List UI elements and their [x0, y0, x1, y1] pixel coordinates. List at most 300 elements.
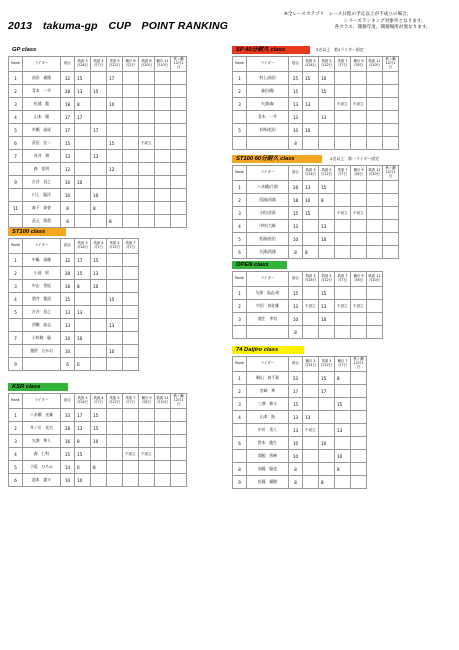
column-header: 筑波 7月7日	[335, 272, 351, 287]
race-points-cell	[303, 300, 319, 313]
table-row	[9, 150, 187, 163]
race-points-cell	[171, 461, 187, 474]
race-points-cell	[171, 137, 187, 150]
race-points-cell	[171, 176, 187, 189]
column-header: 総合	[289, 166, 303, 181]
race-points-cell	[303, 450, 319, 463]
table-row	[233, 385, 367, 398]
race-points-cell	[155, 461, 171, 474]
rider-name-cell: 加藤 聡也	[247, 463, 289, 476]
race-points-cell	[351, 246, 367, 259]
race-points-cell	[155, 202, 171, 215]
rank-cell: 5	[9, 124, 23, 137]
race-points-cell	[335, 411, 351, 424]
race-points-cell	[123, 215, 139, 228]
total-points-cell: 13	[289, 300, 303, 313]
race-points-cell	[107, 85, 123, 98]
race-points-cell	[303, 85, 319, 98]
column-header: Rank	[233, 166, 247, 181]
rank-cell: 7	[9, 332, 23, 345]
table-row	[9, 72, 187, 85]
race-points-cell	[335, 313, 351, 326]
race-points-cell: 15	[319, 181, 335, 194]
table-row	[233, 437, 367, 450]
table-row	[233, 181, 399, 194]
table-row	[233, 463, 367, 476]
total-points-cell: 10	[289, 437, 303, 450]
rider-name-cell: 八木橋 光雄	[23, 409, 61, 422]
total-points-cell: 28	[61, 267, 75, 280]
race-points-cell	[351, 424, 367, 437]
total-points-cell: 13	[289, 220, 303, 233]
table-row	[233, 398, 367, 411]
rank-cell: 2	[9, 422, 23, 435]
total-points-cell: 13	[61, 306, 75, 319]
rider-name-cell	[247, 137, 289, 150]
race-points-cell	[139, 435, 155, 448]
not-held-note: 不成立	[353, 304, 364, 308]
race-points-cell	[351, 137, 367, 150]
table-row	[233, 137, 399, 150]
column-header: 桶川 3月31日	[303, 357, 319, 372]
race-points-cell	[75, 150, 91, 163]
table-row	[233, 424, 367, 437]
race-points-cell	[107, 332, 123, 345]
race-points-cell: 17	[319, 385, 335, 398]
race-points-cell	[155, 150, 171, 163]
table-row	[9, 293, 139, 306]
race-points-cell	[303, 313, 319, 326]
rider-name-cell: 前田 義隆	[23, 72, 61, 85]
race-points-cell	[319, 326, 335, 339]
race-points-cell	[171, 215, 187, 228]
race-points-cell	[155, 163, 171, 176]
race-points-cell	[335, 476, 351, 489]
race-points-cell	[351, 300, 367, 313]
race-points-cell	[351, 207, 367, 220]
rank-cell: 2	[233, 194, 247, 207]
not-held-note: 不成立	[353, 211, 364, 215]
race-points-cell	[139, 150, 155, 163]
table-row	[9, 189, 187, 202]
table-row	[9, 267, 139, 280]
race-points-cell	[155, 98, 171, 111]
table-row	[233, 476, 367, 489]
race-points-cell	[107, 461, 123, 474]
page-title: 2013 takuma-gp CUP POINT RANKING	[8, 20, 229, 32]
column-header: 秋ヶ瀬 12月1日	[383, 166, 399, 181]
race-points-cell	[107, 111, 123, 124]
race-points-cell	[303, 137, 319, 150]
rank-cell: 6	[233, 437, 247, 450]
race-points-cell	[155, 124, 171, 137]
table-row	[233, 372, 367, 385]
race-points-cell: 13	[75, 422, 91, 435]
race-points-cell: 13	[75, 85, 91, 98]
race-points-cell	[123, 409, 139, 422]
column-header: Rank	[233, 357, 247, 372]
race-points-cell	[155, 409, 171, 422]
race-points-cell: 15	[75, 267, 91, 280]
table-row	[9, 422, 187, 435]
rider-name-cell: 矢澤 隼人	[23, 435, 61, 448]
race-points-cell	[155, 189, 171, 202]
rank-cell: 1	[233, 181, 247, 194]
table-row	[9, 319, 139, 332]
column-header: ライダー	[23, 57, 61, 72]
race-points-cell	[367, 194, 383, 207]
race-points-cell	[139, 202, 155, 215]
race-points-cell: 15	[91, 254, 107, 267]
race-points-cell	[335, 85, 351, 98]
race-points-cell: 17	[75, 254, 91, 267]
table-header-row	[233, 166, 399, 181]
rider-name-cell: 武田 宏二	[23, 137, 61, 150]
column-header: 総合	[289, 357, 303, 372]
race-points-cell	[319, 137, 335, 150]
race-points-cell	[123, 85, 139, 98]
total-points-cell: 10	[61, 189, 75, 202]
rider-name-cell: 三澤 伸斗	[247, 398, 289, 411]
race-points-cell: 8	[303, 246, 319, 259]
column-header: 筑波 5月12日	[319, 166, 335, 181]
race-points-cell	[335, 385, 351, 398]
race-points-cell	[383, 137, 399, 150]
race-points-cell	[107, 409, 123, 422]
rank-cell: 2	[9, 267, 23, 280]
race-points-cell	[107, 254, 123, 267]
race-points-cell	[107, 280, 123, 293]
race-points-cell	[383, 72, 399, 85]
rider-name-cell: 川上 聡洋	[23, 189, 61, 202]
table-header-row	[9, 394, 187, 409]
column-header: 総合	[61, 239, 75, 254]
race-points-cell	[383, 194, 399, 207]
class-label-ksr: KSR class	[8, 383, 68, 391]
rider-name-cell: 松浦/松田	[247, 233, 289, 246]
race-points-cell	[351, 98, 367, 111]
race-points-cell	[171, 189, 187, 202]
total-points-cell: 25	[289, 72, 303, 85]
table-row	[233, 85, 399, 98]
rider-name-cell: 古谷 昌之	[23, 306, 61, 319]
total-points-cell: 8	[61, 215, 75, 228]
column-header: 筑波 3月24日	[303, 166, 319, 181]
race-points-cell	[335, 207, 351, 220]
ranking-table-sp40	[232, 56, 399, 150]
race-points-cell	[91, 345, 107, 358]
column-header: Rank	[9, 57, 23, 72]
race-points-cell	[171, 163, 187, 176]
race-points-cell: 10	[319, 233, 335, 246]
race-points-cell: 8	[335, 463, 351, 476]
race-points-cell	[91, 176, 107, 189]
race-points-cell	[335, 220, 351, 233]
race-points-cell	[123, 202, 139, 215]
race-points-cell: 15	[75, 448, 91, 461]
race-points-cell	[351, 372, 367, 385]
race-points-cell	[303, 233, 319, 246]
race-points-cell: 10	[75, 332, 91, 345]
race-points-cell	[319, 398, 335, 411]
rider-name-cell: 酒井 俊道	[23, 293, 61, 306]
rider-name-cell: 佐藤 顕健	[247, 476, 289, 489]
table-row	[9, 137, 187, 150]
total-points-cell: 10	[61, 345, 75, 358]
rider-name-cell: 井ノ川 光矢	[23, 422, 61, 435]
rank-cell: 4	[233, 220, 247, 233]
race-points-cell	[155, 448, 171, 461]
race-points-cell	[155, 435, 171, 448]
race-points-cell: 15	[107, 137, 123, 150]
table-row	[9, 163, 187, 176]
column-header: 筑波 4月7日	[91, 57, 107, 72]
race-points-cell	[91, 306, 107, 319]
column-header: 茂原 5月12日	[319, 357, 335, 372]
rank-cell	[9, 215, 23, 228]
race-points-cell	[383, 181, 399, 194]
table-row	[233, 300, 383, 313]
race-points-cell: 13	[303, 181, 319, 194]
total-points-cell: 15	[61, 448, 75, 461]
race-points-cell	[91, 448, 107, 461]
race-points-cell	[367, 181, 383, 194]
race-points-cell	[155, 474, 171, 487]
rank-cell: 3	[233, 98, 247, 111]
race-points-cell	[139, 409, 155, 422]
race-points-cell	[351, 385, 367, 398]
race-points-cell	[139, 124, 155, 137]
rider-name-cell: 森 仁科	[23, 448, 61, 461]
race-points-cell: 13	[303, 411, 319, 424]
race-points-cell	[91, 319, 107, 332]
class-label-gp: GP class	[12, 47, 37, 53]
race-points-cell	[107, 358, 123, 371]
not-held-note: 不成立	[353, 102, 364, 106]
rank-cell	[233, 424, 247, 437]
column-header: 茂原 7月7日	[335, 57, 351, 72]
race-points-cell: 8	[335, 372, 351, 385]
ranking-table-st100	[8, 238, 139, 371]
column-header: 筑波 3月24日	[303, 272, 319, 287]
race-points-cell: 8	[91, 202, 107, 215]
race-points-cell	[123, 358, 139, 371]
column-header: ライダー	[23, 394, 61, 409]
race-points-cell: 13	[335, 424, 351, 437]
column-header: 総合	[289, 272, 303, 287]
race-points-cell	[303, 111, 319, 124]
total-points-cell: 18	[289, 194, 303, 207]
race-points-cell: 15	[319, 372, 335, 385]
rider-name-cell: 中川 美人	[247, 424, 289, 437]
column-header: 桶川 9月8日	[351, 57, 367, 72]
race-points-cell: 15	[303, 72, 319, 85]
rider-name-cell: 森 佳明	[23, 163, 61, 176]
race-points-cell	[155, 111, 171, 124]
class-label-open: OPEN class	[232, 261, 287, 269]
column-header: 総合	[61, 394, 75, 409]
table-row	[9, 435, 187, 448]
race-points-cell	[139, 72, 155, 85]
column-header: 秋ヶ瀬 12月1日	[171, 394, 187, 409]
ranking-table-gp	[8, 56, 187, 228]
race-points-cell	[139, 163, 155, 176]
total-points-cell: 13	[289, 424, 303, 437]
table-row	[9, 345, 139, 358]
race-points-cell	[75, 137, 91, 150]
race-points-cell	[91, 215, 107, 228]
rank-cell	[233, 111, 247, 124]
race-points-cell	[171, 435, 187, 448]
race-points-cell	[75, 345, 91, 358]
total-points-cell: 8	[289, 476, 303, 489]
column-header: 筑波 8月20日	[139, 57, 155, 72]
not-held-note: 不成立	[337, 304, 348, 308]
race-points-cell	[383, 85, 399, 98]
total-points-cell: 10	[61, 474, 75, 487]
rank-cell: 2	[9, 85, 23, 98]
race-points-cell	[171, 98, 187, 111]
class-label-note-sp40: 2名以上 第1ライダー固定	[316, 47, 364, 52]
rank-cell: 1	[233, 287, 247, 300]
rider-name-cell: 中嶋 高穂	[23, 254, 61, 267]
table-row	[233, 233, 399, 246]
table-row	[233, 287, 383, 300]
race-points-cell: 13	[303, 98, 319, 111]
rider-name-cell: 関根 智禅	[247, 450, 289, 463]
total-points-cell: 8	[289, 326, 303, 339]
table-row	[233, 194, 399, 207]
race-points-cell	[107, 202, 123, 215]
rank-cell: 5	[233, 233, 247, 246]
race-points-cell: 13	[319, 300, 335, 313]
not-held-note: 不成立	[305, 304, 316, 308]
rider-name-cell: 越生 孝男	[247, 313, 289, 326]
race-points-cell	[335, 233, 351, 246]
total-points-cell: 32	[61, 254, 75, 267]
rank-cell: 5	[233, 124, 247, 137]
race-points-cell	[303, 424, 319, 437]
race-points-cell	[367, 98, 383, 111]
race-points-cell: 8	[107, 215, 123, 228]
table-row	[233, 326, 383, 339]
race-points-cell	[351, 313, 367, 326]
total-points-cell: 6	[61, 358, 75, 371]
table-row	[9, 461, 187, 474]
table-row	[233, 246, 399, 259]
total-points-cell: 8	[289, 246, 303, 259]
race-points-cell: 6	[75, 358, 91, 371]
rider-name-cell: 矢澤/西浦	[247, 246, 289, 259]
race-points-cell	[171, 85, 187, 98]
race-points-cell	[367, 246, 383, 259]
race-points-cell	[75, 189, 91, 202]
race-points-cell	[367, 207, 383, 220]
column-header: 筑波 3月24日	[75, 239, 91, 254]
race-points-cell: 17	[75, 111, 91, 124]
column-header: 筑波 3月24日	[75, 394, 91, 409]
race-points-cell	[123, 345, 139, 358]
race-points-cell	[319, 246, 335, 259]
race-points-cell	[351, 450, 367, 463]
total-points-cell: 28	[289, 181, 303, 194]
column-header: 筑波 3月24日	[303, 57, 319, 72]
total-points-cell: 17	[289, 385, 303, 398]
rider-name-cell: 中田 真佐雄	[247, 300, 289, 313]
total-points-cell: 10	[289, 233, 303, 246]
race-points-cell	[123, 332, 139, 345]
rank-cell: 9	[9, 176, 23, 189]
race-points-cell: 13	[107, 319, 123, 332]
page-note	[284, 12, 454, 32]
total-points-cell: 15	[289, 85, 303, 98]
race-points-cell: 13	[319, 220, 335, 233]
column-header: 総合	[61, 57, 75, 72]
total-points-cell: 13	[289, 98, 303, 111]
race-points-cell: 15	[335, 398, 351, 411]
race-points-cell	[107, 422, 123, 435]
column-header: ライダー	[247, 166, 289, 181]
total-points-cell: 28	[61, 85, 75, 98]
race-points-cell	[351, 220, 367, 233]
column-header: 筑波 11月10日	[367, 57, 383, 72]
rank-cell: 6	[9, 474, 23, 487]
race-points-cell: 15	[91, 422, 107, 435]
column-header: 桶川 11月10日	[155, 57, 171, 72]
table-row	[233, 111, 399, 124]
total-points-cell: 18	[61, 280, 75, 293]
table-row	[9, 332, 139, 345]
table-row	[233, 450, 367, 463]
rider-name-cell: 越智 たかお	[23, 345, 61, 358]
race-points-cell	[123, 422, 139, 435]
race-points-cell: 8	[91, 461, 107, 474]
table-row	[233, 72, 399, 85]
column-header: 筑波 5月12日	[319, 57, 335, 72]
race-points-cell	[91, 358, 107, 371]
rider-name-cell: 鈴木 龍生	[247, 437, 289, 450]
rank-cell: 1	[233, 372, 247, 385]
class-label-sp40: SP 40分耐久 class	[232, 46, 310, 54]
rank-cell	[9, 163, 23, 176]
column-header: Rank	[9, 394, 23, 409]
race-points-cell: 13	[319, 111, 335, 124]
race-points-cell	[107, 267, 123, 280]
rider-name-cell: 矢澤/森	[247, 98, 289, 111]
race-points-cell	[123, 293, 139, 306]
race-points-cell	[91, 163, 107, 176]
race-points-cell	[171, 422, 187, 435]
race-points-cell	[319, 424, 335, 437]
rank-cell: 1	[9, 72, 23, 85]
race-points-cell	[367, 287, 383, 300]
race-points-cell	[303, 476, 319, 489]
total-points-cell: 23	[289, 372, 303, 385]
race-points-cell	[351, 437, 367, 450]
ranking-table-ksr	[8, 393, 187, 487]
column-header: ライダー	[247, 357, 289, 372]
race-points-cell	[303, 220, 319, 233]
total-points-cell: 8	[61, 202, 75, 215]
table-row	[9, 111, 187, 124]
race-points-cell	[367, 72, 383, 85]
page-note-line: ※全レースカテゴリ レース日程の予定以上が不成立の場合、	[284, 12, 412, 17]
rank-cell: 4	[233, 411, 247, 424]
race-points-cell: 12	[107, 163, 123, 176]
race-points-cell	[75, 124, 91, 137]
rider-name-cell: 市橋 高成	[23, 124, 61, 137]
race-points-cell	[335, 194, 351, 207]
